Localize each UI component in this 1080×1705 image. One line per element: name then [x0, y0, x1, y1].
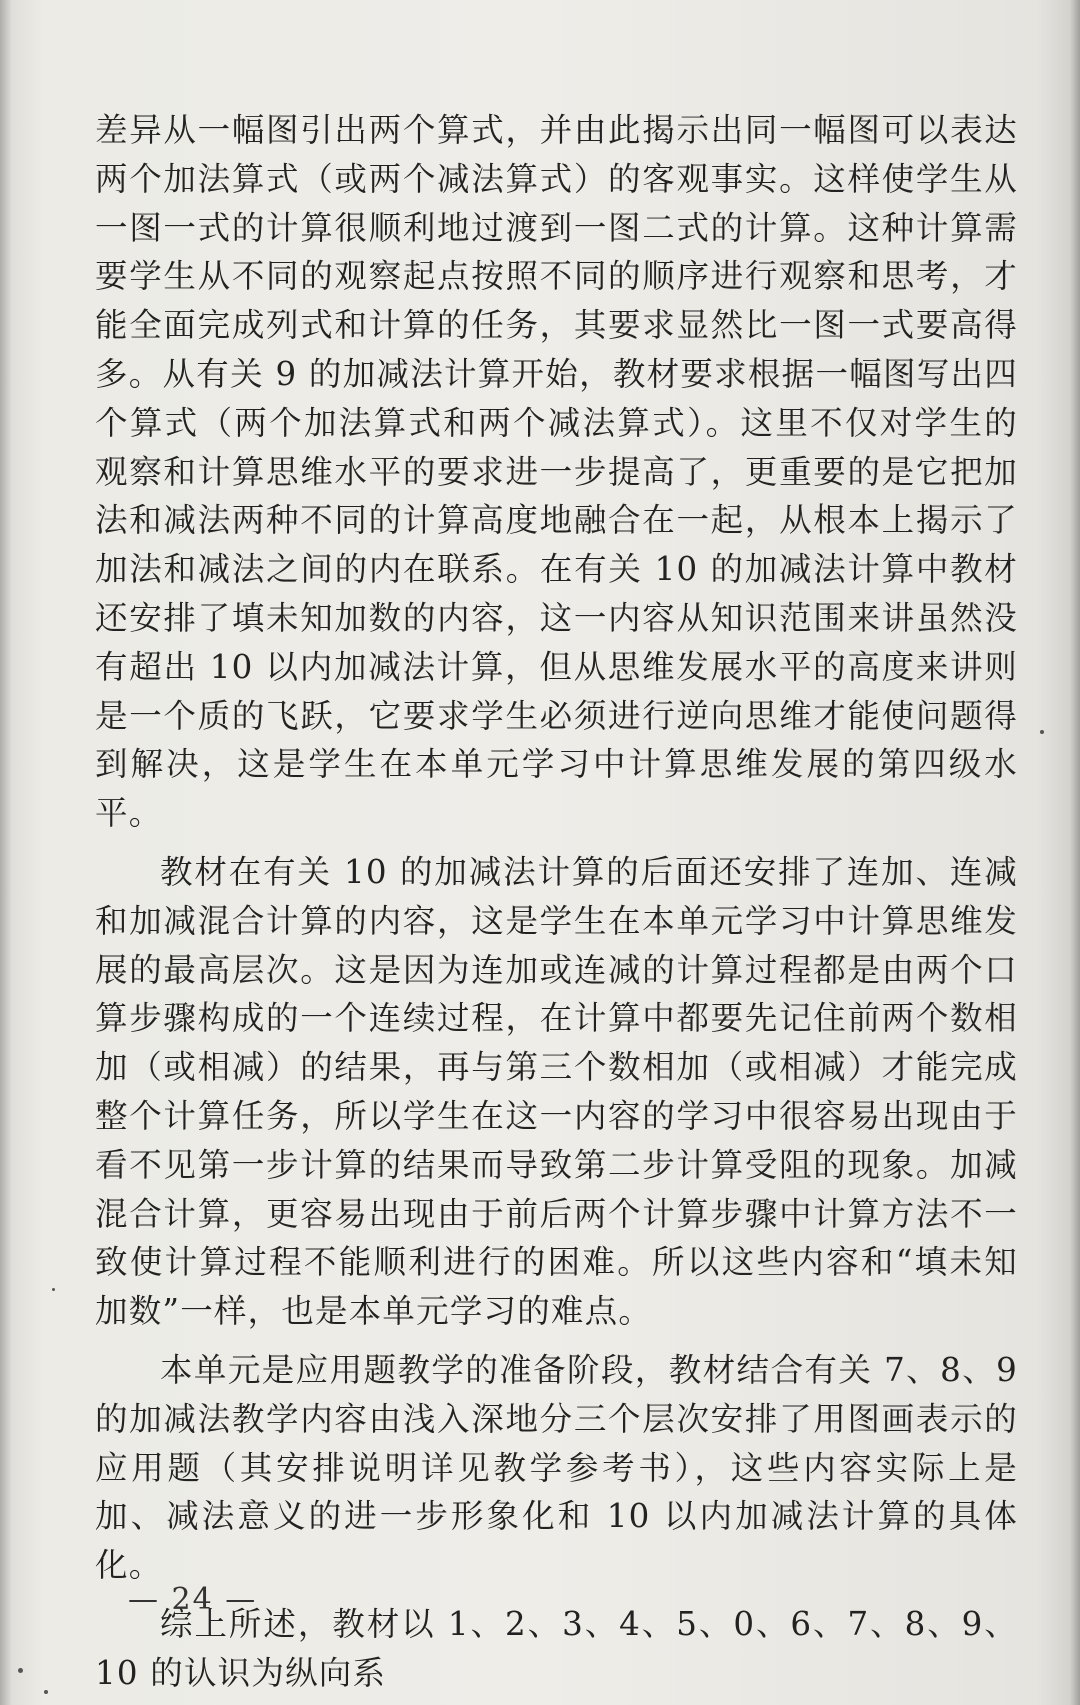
paragraph-1: 差异从一幅图引出两个算式，并由此揭示出同一幅图可以表达两个加法算式（或两个减法算式）的客观事实。这样使学生从一图一式的计算很顺利地过渡到一图二式的计算。这种计算需要学生从不同的观察起点按照不同的顺序进行观察和思考，才能全面完成列式和计算的任务，其要求显然比一图一式要高得多。从有关 9 的加减法计算开始，教材要求根据一幅图写出四个算式（两个加法算式和两个减法算式）。这里不仅对学生的观察和计算思维水平的要求进一步提高了，更重要的是它把加法和减法两种不同的计算高度地融合在一起，从根本上揭示了加法和减法之间的内在联系。在有关 10 的加减法计算中教材还安排了填未知加数的内容，这一内容从知识范围来讲虽然没有超出 10 以内加减法计算，但从思维发展水平的高度来讲则是一个质的飞跃，它要求学生必须进行逆向思维才能使问题得到解决，这是学生在本单元学习中计算思维发展的第四级水平。 [95, 111, 1018, 833]
scan-speck [18, 1668, 23, 1673]
scan-speck [44, 1690, 48, 1694]
page-number: — 24 — [128, 1582, 258, 1617]
paragraph-2: 教材在有关 10 的加减法计算的后面还安排了连加、连减和加减混合计算的内容，这是学生在本单元学习中计算思维发展的最高层次。这是因为连加或连减的计算过程都是由两个口算步骤构成的一个连续过程，在计算中都要先记住前两个数相加（或相减）的结果，再与第三个数相加（或相减）才能完成整个计算任务，所以学生在这一内容的学习中很容易出现由于看不见第一步计算的结果而导致第二步计算受阻的现象。加减混合计算，更容易出现由于前后两个计算步骤中计算方法不一致使计算过程不能顺利进行的困难。所以这些内容和“填未知加数”一样，也是本单元学习的难点。 [95, 852, 1018, 1331]
scan-speck [52, 1288, 55, 1291]
scan-speck [1040, 730, 1044, 734]
paragraph-4: 综上所述，教材以 1、2、3、4、5、0、6、7、8、9、10 的认识为纵向系 [95, 1604, 1019, 1692]
paragraph-3: 本单元是应用题教学的准备阶段，教材结合有关 7、8、9 的加减法教学内容由浅入深地分三个层次安排了用图画表示的应用题（其安排说明详见教学参考书），这些内容实际上是加、减法意义的进一步形象化和 10 以内加减法计算的具体化。 [95, 1350, 1018, 1585]
